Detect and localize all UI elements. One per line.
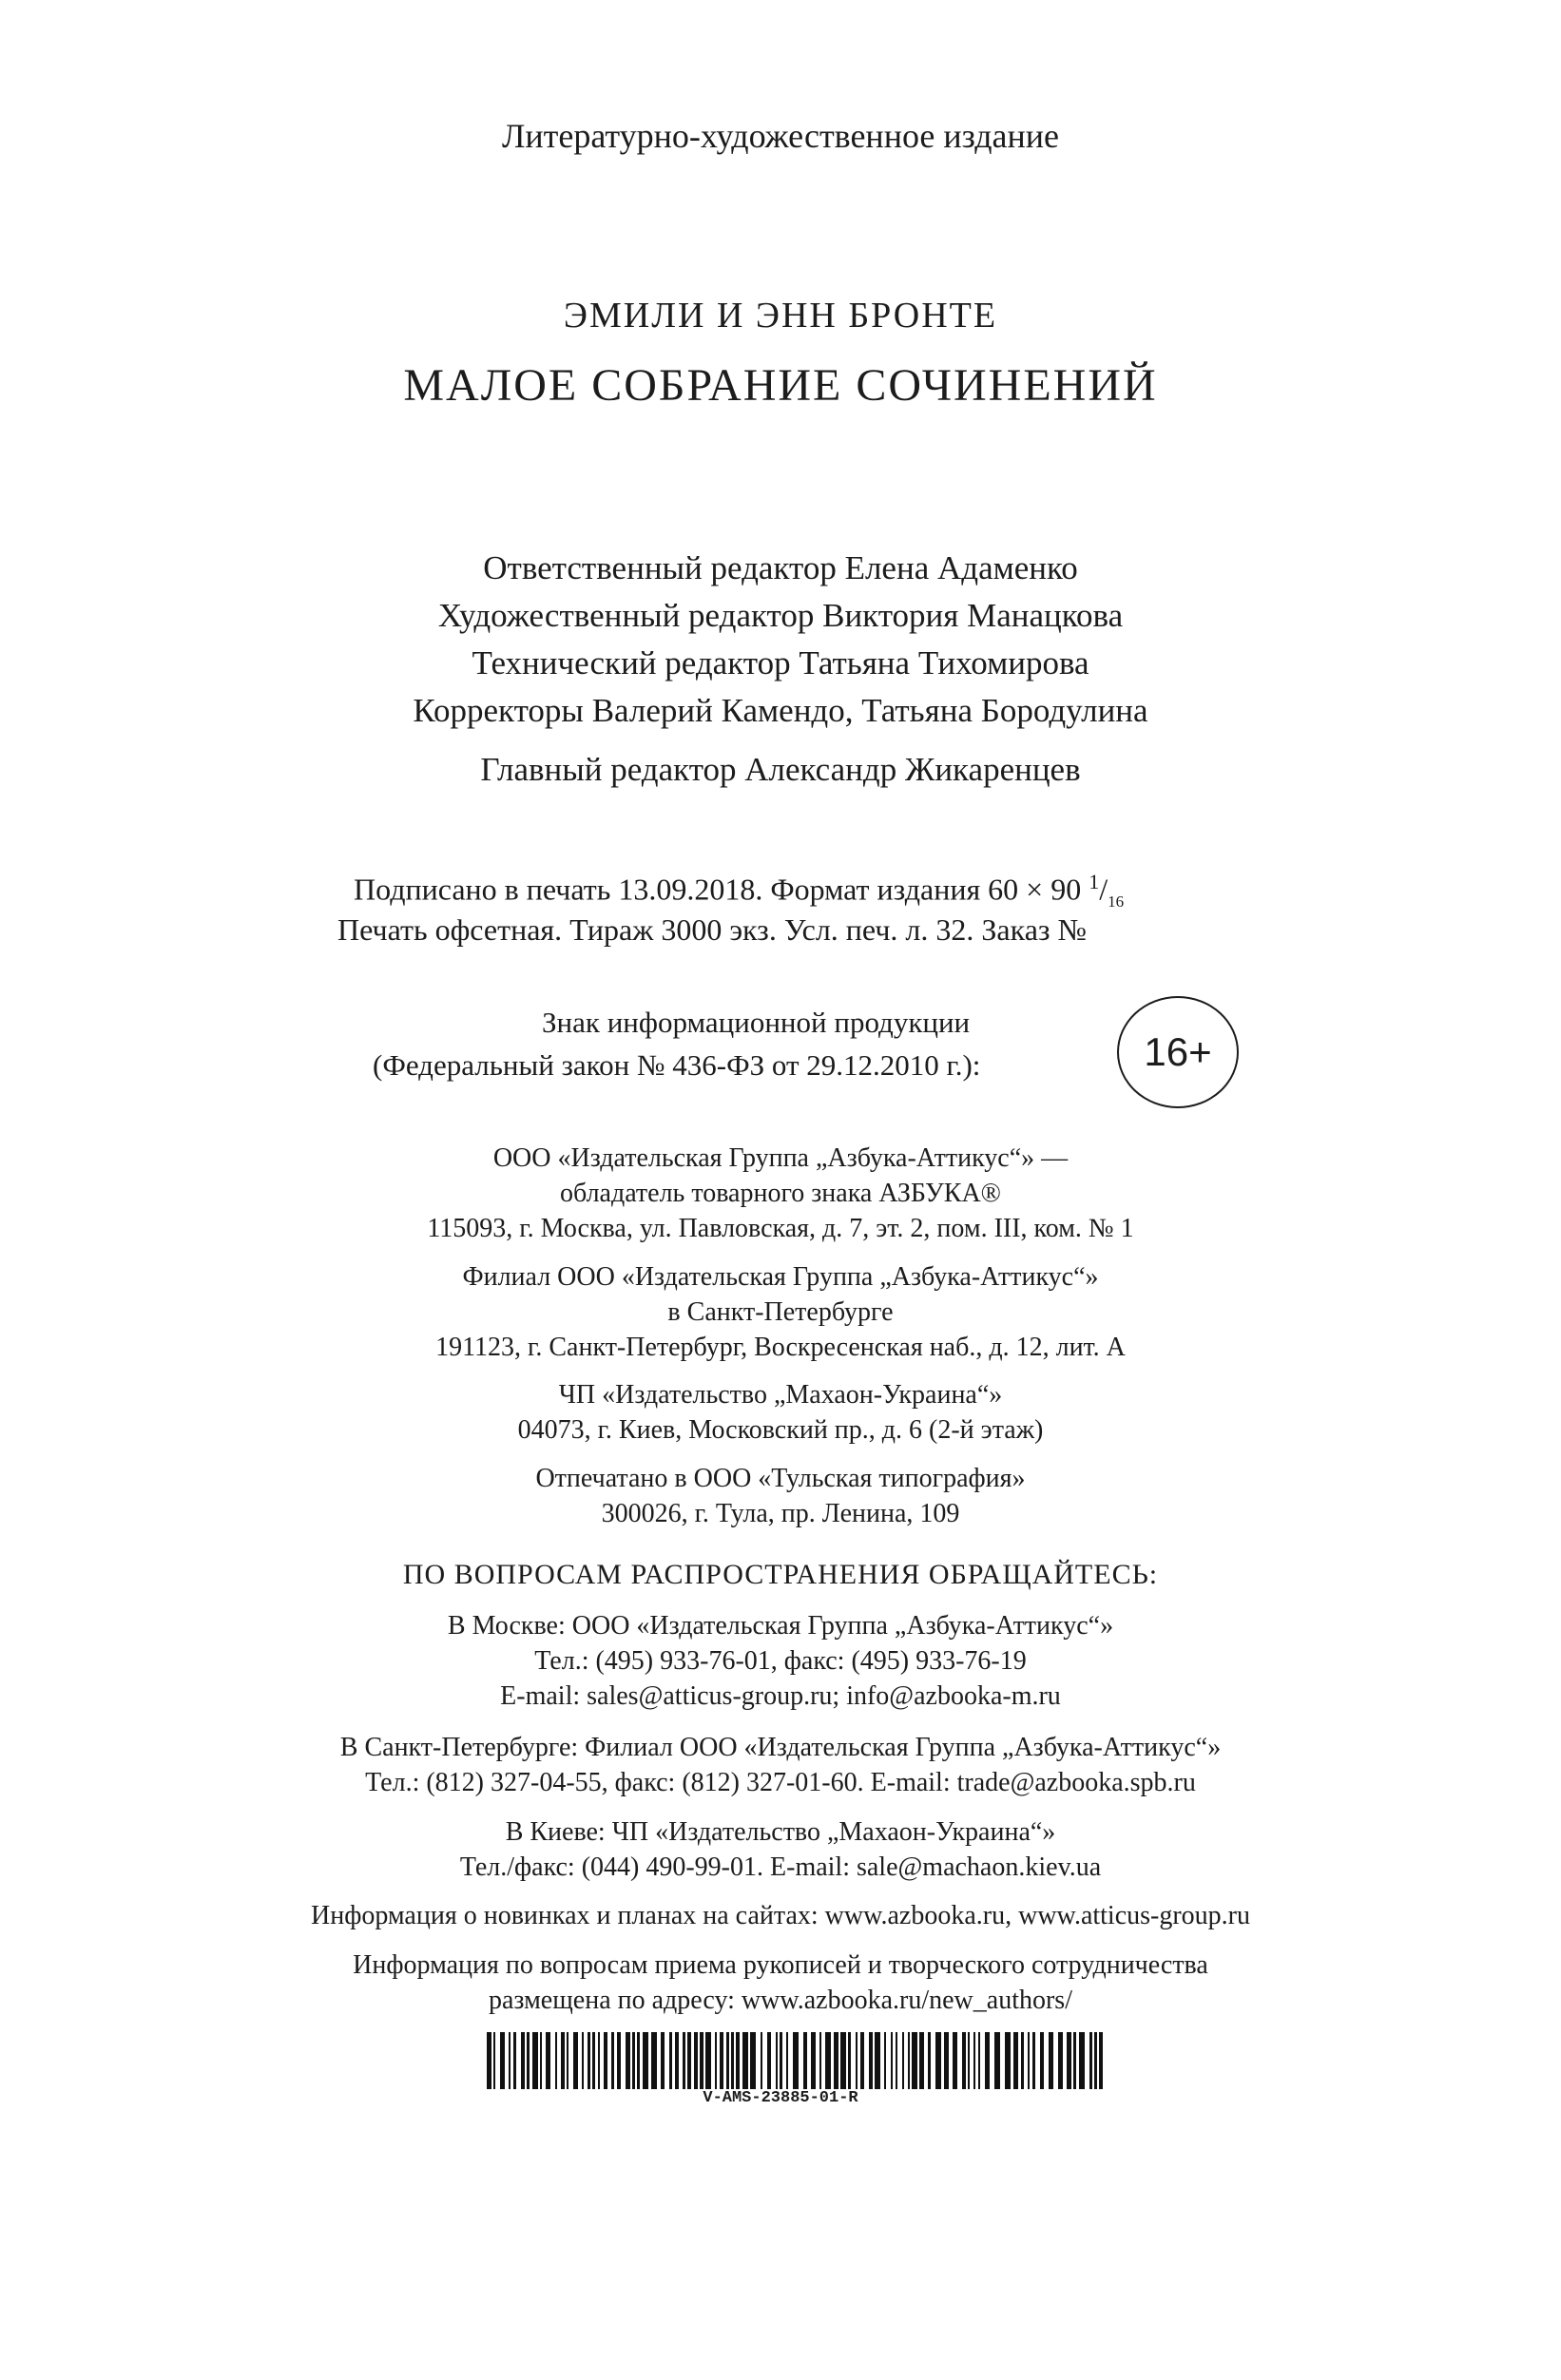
- barcode-bar: [582, 2032, 584, 2089]
- barcode-bar: [953, 2032, 957, 2089]
- barcode-bar: [694, 2032, 698, 2089]
- barcode-bar: [767, 2032, 771, 2089]
- distribution-line: В Санкт-Петербурге: Филиал ООО «Издательская Группа „Азбука-Аттикус“»: [339, 1733, 1222, 1762]
- print-info-text: Подписано в печать 13.09.2018. Формат издания 60 × 90: [354, 872, 1082, 907]
- printer-line: Отпечатано в ООО «Тульская типография»: [535, 1464, 1026, 1493]
- barcode-bar: [598, 2032, 600, 2089]
- barcode-bar: [632, 2032, 635, 2089]
- barcode-bar: [669, 2032, 672, 2089]
- barcode-bar: [1094, 2032, 1097, 2089]
- barcode-bar: [1067, 2032, 1071, 2089]
- barcode-bar: [840, 2032, 846, 2089]
- barcode-bar: [896, 2032, 897, 2089]
- print-info-line-2: Печать офсетная. Тираж 3000 экз. Усл. печ. л. 32. Заказ №: [337, 912, 1088, 947]
- barcode-bar: [811, 2032, 816, 2089]
- barcode-bar: [908, 2032, 910, 2089]
- barcode-bar: [540, 2032, 542, 2089]
- barcode-bar: [1032, 2032, 1035, 2089]
- barcode-bar: [527, 2032, 530, 2089]
- barcode-bar: [1089, 2032, 1092, 2089]
- barcode-bar: [803, 2032, 807, 2089]
- barcode-bar: [1005, 2032, 1011, 2089]
- publisher-line: обладатель товарного знака АЗБУКА®: [560, 1179, 1001, 1208]
- barcode-bar: [726, 2032, 729, 2089]
- barcode-bar: [573, 2032, 578, 2089]
- barcode-bar: [555, 2032, 557, 2089]
- barcode-bar: [834, 2032, 838, 2089]
- barcode-bar: [643, 2032, 648, 2089]
- barcode-bar: [675, 2032, 679, 2089]
- barcode-bar: [617, 2032, 621, 2089]
- barcode-bar: [793, 2032, 799, 2089]
- editor-line: Корректоры Валерий Камендо, Татьяна Бородулина: [413, 692, 1148, 729]
- printer-address: 300026, г. Тула, пр. Ленина, 109: [601, 1499, 960, 1528]
- barcode-bar: [637, 2032, 640, 2089]
- barcode-bar: [509, 2032, 511, 2089]
- barcode-bar: [1021, 2032, 1024, 2089]
- barcode-bar: [869, 2032, 873, 2089]
- editor-line: Художественный редактор Виктория Манацкова: [437, 597, 1124, 634]
- publisher-line: в Санкт-Петербурге: [667, 1297, 894, 1327]
- distribution-line: Тел./факс: (044) 490-99-01. E-mail: sale@machaon.kiev.ua: [459, 1852, 1102, 1882]
- barcode-bar: [962, 2032, 966, 2089]
- distribution-line: В Киеве: ЧП «Издательство „Махаон-Украина“»: [505, 1817, 1056, 1847]
- barcode-bar: [687, 2032, 691, 2089]
- barcode-bar: [487, 2032, 491, 2089]
- publisher-line: ООО «Издательская Группа „Азбука-Аттикус“» —: [492, 1143, 1069, 1173]
- age-rating-badge: 16+: [1117, 996, 1239, 1108]
- barcode-bar: [944, 2032, 949, 2089]
- barcode-bar: [683, 2032, 685, 2089]
- book-authors: ЭМИЛИ И ЭНН БРОНТЕ: [563, 296, 998, 336]
- barcode-bar: [994, 2032, 1000, 2089]
- distribution-line: В Москве: ООО «Издательская Группа „Азбука-Аттикус“»: [447, 1611, 1114, 1641]
- barcode-bar: [819, 2032, 821, 2089]
- barcode-bar: [776, 2032, 778, 2089]
- editor-line: Технический редактор Татьяна Тихомирова: [472, 644, 1089, 681]
- barcode-bar: [912, 2032, 917, 2089]
- websites-line: Информация о новинках и планах на сайтах: www.azbooka.ru, www.atticus-group.ru: [310, 1901, 1251, 1930]
- barcode-bar: [884, 2032, 886, 2089]
- barcode-bar: [611, 2032, 614, 2089]
- barcode-bar: [592, 2032, 595, 2089]
- barcode-bar: [500, 2032, 505, 2089]
- barcode-bar: [750, 2032, 756, 2089]
- publisher-address: 115093, г. Москва, ул. Павловская, д. 7, эт. 2, пом. III, ком. № 1: [427, 1214, 1134, 1243]
- barcode-bar: [968, 2032, 970, 2089]
- barcode-bar: [604, 2032, 607, 2089]
- barcode-bar: [1028, 2032, 1030, 2089]
- barcode-bar: [928, 2032, 931, 2089]
- edition-type: Литературно-художественное издание: [501, 117, 1060, 155]
- barcode-bar: [493, 2032, 495, 2089]
- barcode-bar: [761, 2032, 762, 2089]
- barcode-bar: [626, 2032, 630, 2089]
- distribution-heading: ПО ВОПРОСАМ РАСПРОСТРАНЕНИЯ ОБРАЩАЙТЕСЬ:: [402, 1559, 1159, 1590]
- barcode-label: V-AMS-23885-01-R: [703, 2089, 858, 2107]
- manuscripts-line: размещена по адресу: www.azbooka.ru/new_authors/: [489, 1986, 1072, 2015]
- barcode-bar: [742, 2032, 748, 2089]
- info-sign-label: Знак информационной продукции: [542, 1006, 971, 1039]
- barcode-bar: [780, 2032, 782, 2089]
- barcode-bar: [720, 2032, 723, 2089]
- barcode-bar: [978, 2032, 980, 2089]
- barcode-bar: [561, 2032, 565, 2089]
- publisher-line: Филиал ООО «Издательская Группа „Азбука-Аттикус“»: [462, 1262, 1099, 1292]
- barcode-bar: [1040, 2032, 1044, 2089]
- barcode-bar: [860, 2032, 864, 2089]
- publisher-line: ЧП «Издательство „Махаон-Украина“»: [558, 1380, 1003, 1410]
- barcode-bar: [661, 2032, 665, 2089]
- manuscripts-line: Информация по вопросам приема рукописей и творческого сотрудничества: [353, 1950, 1208, 1980]
- barcode-bar: [705, 2032, 711, 2089]
- distribution-line: Тел.: (495) 933-76-01, факс: (495) 933-76-19: [534, 1646, 1027, 1676]
- barcode-bar: [902, 2032, 904, 2089]
- publisher-address: 04073, г. Киев, Московский пр., д. 6 (2-й этаж): [517, 1415, 1044, 1445]
- barcode-bar: [567, 2032, 569, 2089]
- info-sign-law: (Федеральный закон № 436-ФЗ от 29.12.2010 г.):: [373, 1048, 981, 1082]
- barcode-bar: [1079, 2032, 1085, 2089]
- barcode-bar: [521, 2032, 525, 2089]
- barcode-bar: [736, 2032, 740, 2089]
- print-info-line-1: Подписано в печать 13.09.2018. Формат издания 60 × 90 $^1/_{16}$: [354, 870, 1125, 912]
- barcode-bar: [935, 2032, 941, 2089]
- barcode-bar: [848, 2032, 851, 2089]
- barcode-bar: [532, 2032, 538, 2089]
- editor-line: Ответственный редактор Елена Адаменко: [483, 549, 1078, 586]
- barcode-bar: [1049, 2032, 1053, 2089]
- barcode-bar: [700, 2032, 703, 2089]
- barcode-bar: [513, 2032, 516, 2089]
- barcode-bar: [891, 2032, 893, 2089]
- barcode-bar: [1013, 2032, 1018, 2089]
- barcode-bar: [651, 2032, 657, 2089]
- barcode-bar: [1099, 2032, 1103, 2089]
- barcode-bar: [919, 2032, 924, 2089]
- barcode-bar: [973, 2032, 975, 2089]
- barcode-bar: [856, 2032, 858, 2089]
- publisher-address: 191123, г. Санкт-Петербург, Воскресенская наб., д. 12, лит. А: [435, 1333, 1126, 1362]
- format-fraction-numerator: 1: [1089, 870, 1100, 893]
- barcode-bar: [875, 2032, 880, 2089]
- barcode-bar: [985, 2032, 990, 2089]
- chief-editor-line: Главный редактор Александр Жикаренцев: [480, 751, 1081, 788]
- distribution-line: E-mail: sales@atticus-group.ru; info@azbooka-m.ru: [500, 1681, 1061, 1711]
- barcode-bar: [1073, 2032, 1076, 2089]
- barcode-bar: [546, 2032, 550, 2089]
- barcode-bar: [1058, 2032, 1063, 2089]
- barcode-bar: [786, 2032, 788, 2089]
- barcode-bar: [731, 2032, 734, 2089]
- barcode-bar: [715, 2032, 717, 2089]
- barcode: [487, 2032, 1108, 2089]
- format-fraction-denominator: 16: [1108, 892, 1125, 912]
- barcode-bar: [825, 2032, 831, 2089]
- book-title: МАЛОЕ СОБРАНИЕ СОЧИНЕНИЙ: [403, 360, 1158, 411]
- barcode-bar: [588, 2032, 590, 2089]
- distribution-line: Тел.: (812) 327-04-55, факс: (812) 327-01-60. E-mail: trade@azbooka.spb.ru: [365, 1768, 1196, 1797]
